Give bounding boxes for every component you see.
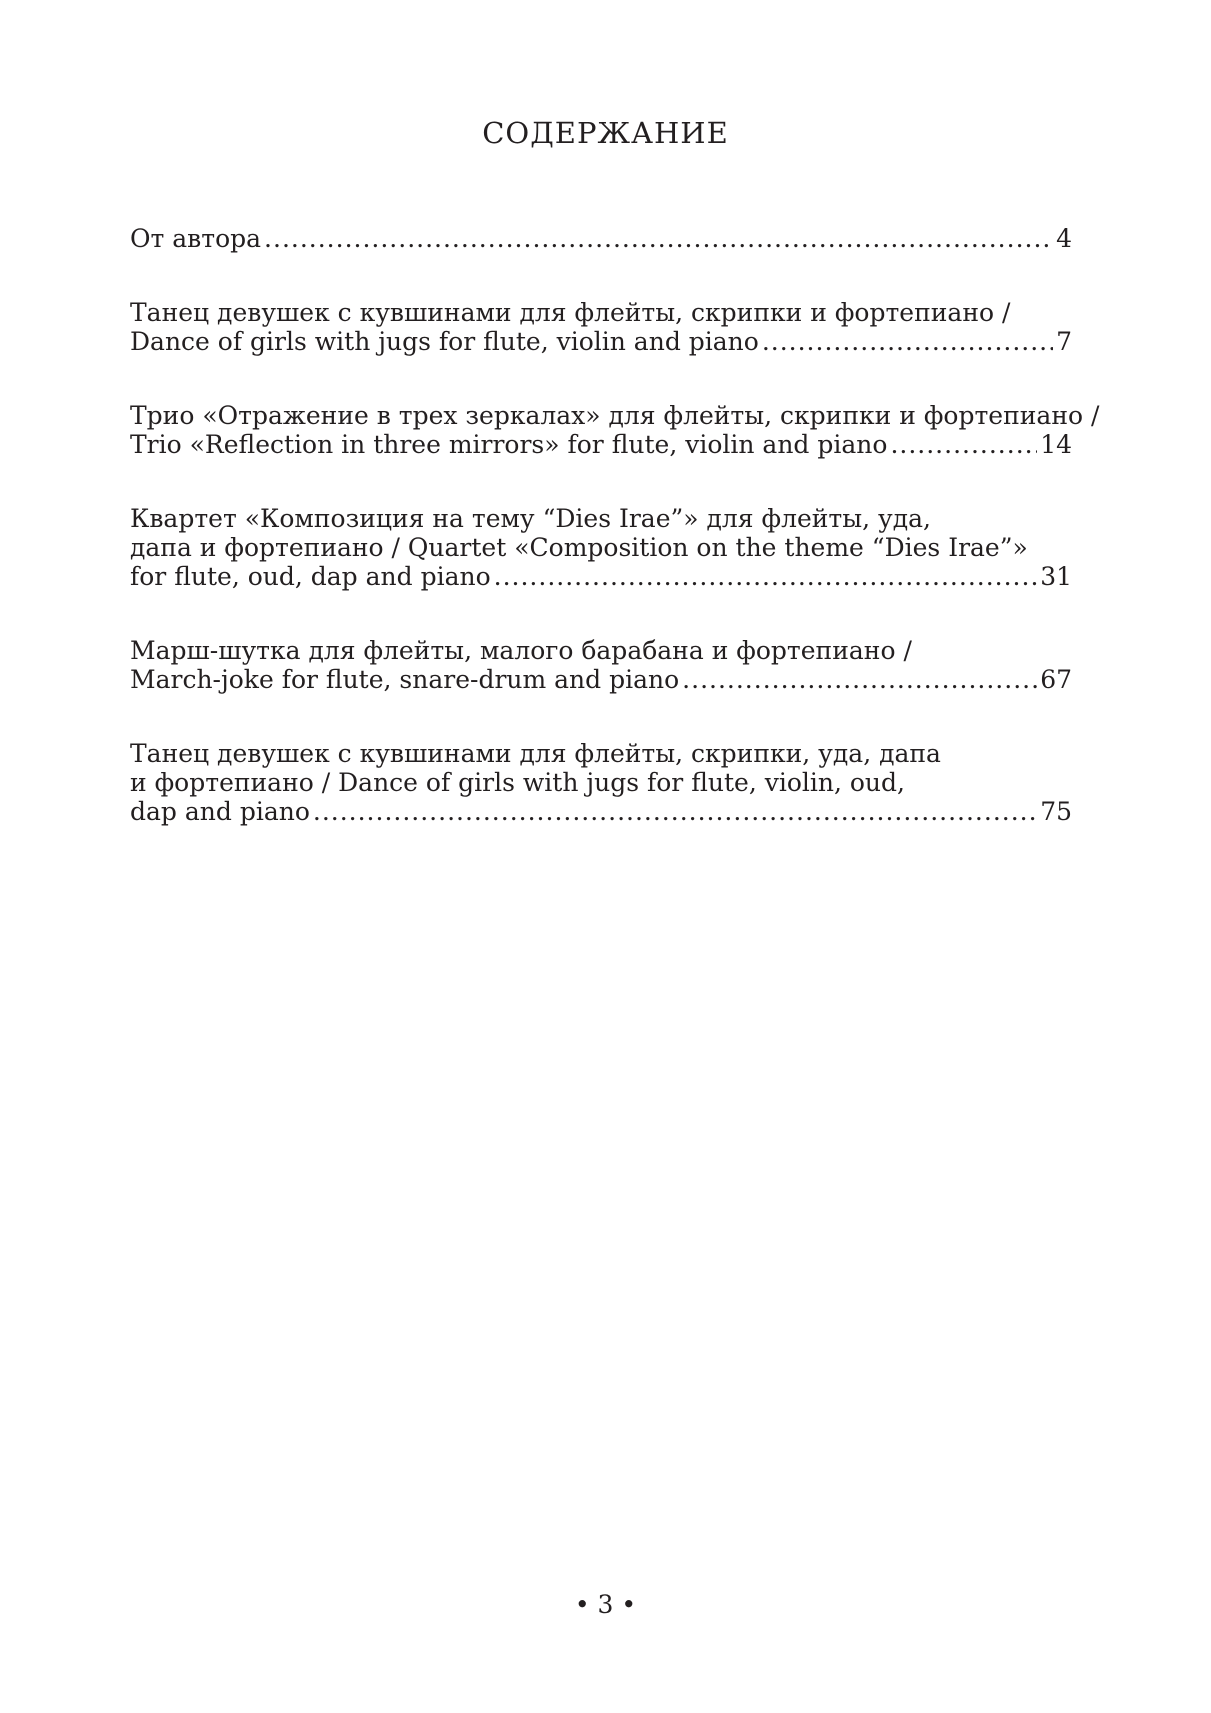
toc-entry-page: 75 [1040, 797, 1072, 826]
toc-entry-last-line [130, 665, 1072, 694]
toc-entry-dance-of-girls[interactable] [130, 298, 1072, 356]
toc-entry-page: 4 [1056, 224, 1072, 253]
toc-entry-line: дапа и фортепиано / Quartet «Composition on the theme “Dies Irae”» [130, 533, 1028, 562]
dot-leader [890, 430, 1037, 459]
toc-entry-march-joke[interactable] [130, 636, 1072, 694]
toc-entry-dance-of-girls-extended[interactable] [130, 739, 1072, 826]
toc-entry-text: Dance of girls with jugs for flute, violin and piano [130, 327, 759, 356]
toc-entry-page: 7 [1056, 327, 1072, 356]
toc-entry-from-author[interactable] [130, 224, 1072, 253]
toc-entry-trio-reflection[interactable] [130, 401, 1100, 459]
toc-entry-last-line [130, 327, 1072, 356]
page-number: • 3 • [574, 1590, 637, 1619]
toc-entry-page: 67 [1040, 665, 1072, 694]
toc-entry-quartet-dies-irae[interactable] [130, 504, 1072, 591]
toc-entry-line: Танец девушек с кувшинами для флейты, скрипки, уда, дапа [130, 739, 941, 768]
toc-entry-page: 14 [1040, 430, 1072, 459]
toc-entry-text: March-joke for flute, snare-drum and piano [130, 665, 680, 694]
toc-entry-page: 31 [1040, 562, 1072, 591]
dot-leader [762, 327, 1053, 356]
toc-entry-line: Трио «Отражение в трех зеркалах» для флейты, скрипки и фортепиано / [130, 401, 1100, 430]
toc-entry-line: Марш-шутка для флейты, малого барабана и фортепиано / [130, 636, 912, 665]
toc-entry-text: dap and piano [130, 797, 310, 826]
dot-leader [313, 797, 1037, 826]
toc-entry-line: Танец девушек с кувшинами для флейты, скрипки и фортепиано / [130, 298, 1011, 327]
toc-entry-last-line [130, 797, 1072, 826]
toc-entry-line: Квартет «Композиция на тему “Dies Irae”» для флейты, уда, [130, 504, 932, 533]
toc-entry-text: От автора [130, 224, 262, 253]
dot-leader [494, 562, 1038, 591]
toc-entry-text: for flute, oud, dap and piano [130, 562, 491, 591]
page-title: СОДЕРЖАНИЕ [482, 116, 729, 150]
toc-entry-text: Trio «Reflection in three mirrors» for flute, violin and piano [130, 430, 888, 459]
toc-entry-line: и фортепиано / Dance of girls with jugs for flute, violin, oud, [130, 768, 905, 797]
table-of-contents [130, 224, 1100, 871]
dot-leader [264, 224, 1053, 253]
toc-entry-last-line [130, 224, 1072, 253]
toc-entry-last-line [130, 430, 1072, 459]
dot-leader [682, 665, 1037, 694]
toc-entry-last-line [130, 562, 1072, 591]
